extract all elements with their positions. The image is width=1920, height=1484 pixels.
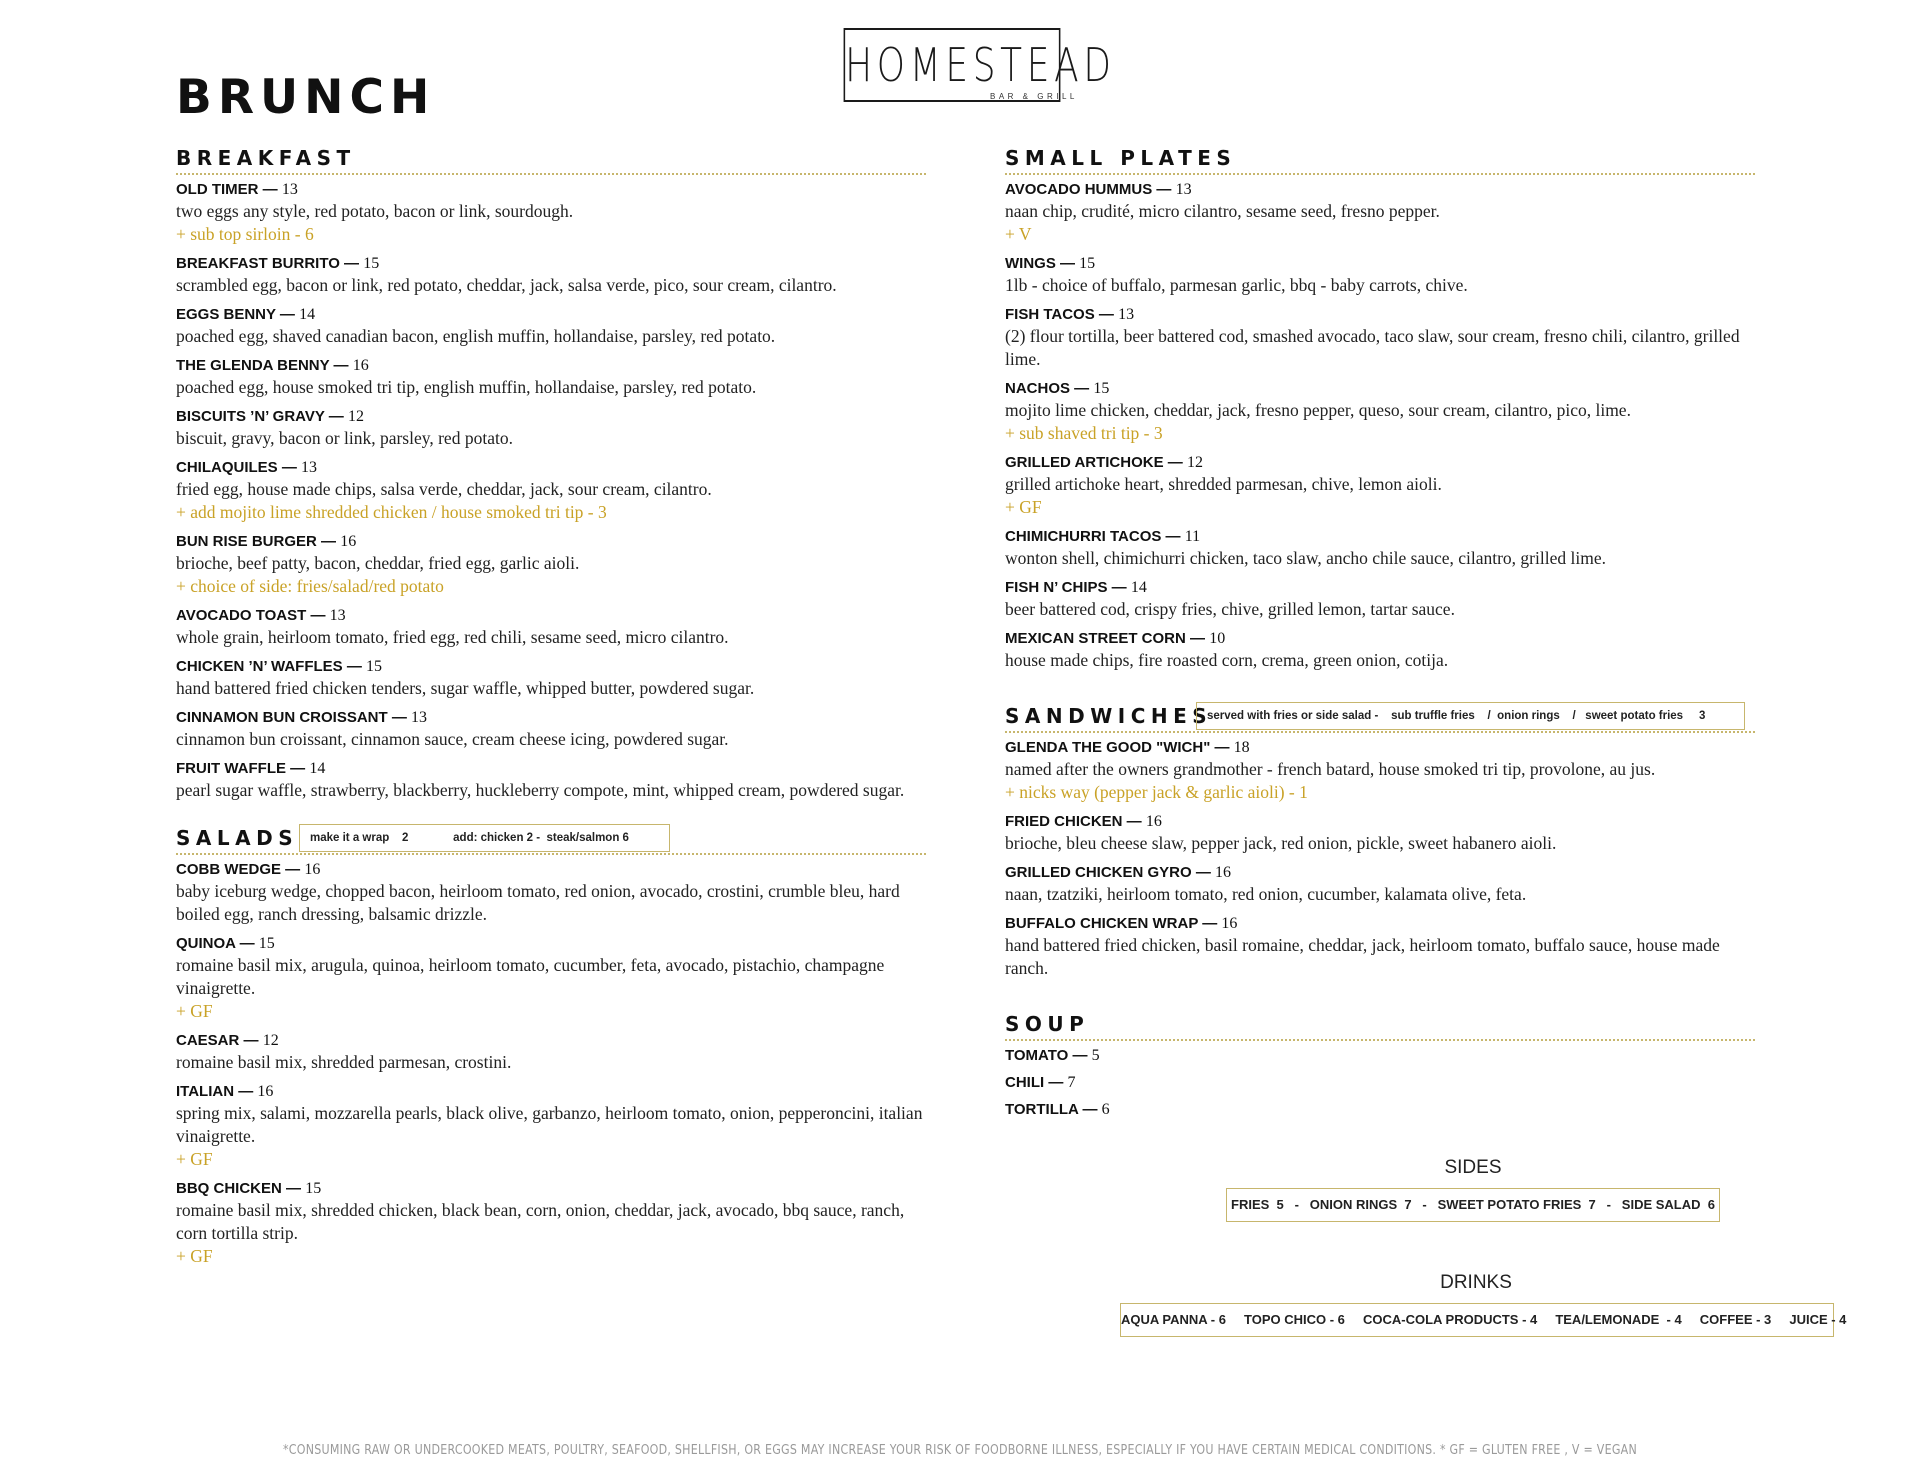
menu-item-description: romaine basil mix, shredded parmesan, crostini. xyxy=(176,1052,512,1072)
menu-item-name xyxy=(176,532,926,552)
menu-item-name xyxy=(176,934,926,954)
menu-item-description: brioche, bleu cheese slaw, pepper jack, red onion, pickle, sweet habanero aioli. xyxy=(1005,833,1557,853)
section-divider xyxy=(1005,1039,1755,1041)
drinks-title: DRINKS xyxy=(1440,1272,1512,1293)
menu-item xyxy=(1005,629,1755,672)
salads-note-box: make it a wrap 2 add: chicken 2 - steak/salmon 6 xyxy=(299,824,670,852)
menu-item-price: 16 xyxy=(340,533,357,550)
menu-item-title: NACHOS — xyxy=(1005,380,1090,397)
menu-item-name xyxy=(176,860,926,880)
breakfast-list xyxy=(176,180,926,802)
menu-item xyxy=(1005,812,1755,855)
menu-item-price: 14 xyxy=(299,306,316,323)
menu-item-description: house made chips, fire roasted corn, crema, green onion, cotija. xyxy=(1005,650,1449,670)
menu-item-price: 13 xyxy=(281,181,298,198)
menu-item-name xyxy=(176,458,926,478)
menu-item xyxy=(176,305,926,348)
menu-item-description: hand battered fried chicken, basil romaine, cheddar, jack, heirloom tomato, buffalo sauce, house made ranch. xyxy=(1005,935,1720,978)
menu-item-name xyxy=(1005,453,1755,473)
menu-item-description: beer battered cod, crispy fries, chive, grilled lemon, tartar sauce. xyxy=(1005,599,1455,619)
menu-item-title: BISCUITS ’N’ GRAVY — xyxy=(176,408,344,425)
menu-item-price: 12 xyxy=(347,408,364,425)
menu-item-price: 16 xyxy=(257,1083,274,1100)
menu-item xyxy=(1005,180,1755,246)
menu-item-name xyxy=(1005,180,1755,200)
menu-item-title: FISH N’ CHIPS — xyxy=(1005,579,1127,596)
menu-item-description: romaine basil mix, arugula, quinoa, heirloom tomato, cucumber, feta, avocado, pistachio, champagne vinaigrette. xyxy=(176,955,885,998)
menu-item-name xyxy=(176,708,926,728)
menu-item xyxy=(1005,254,1755,297)
menu-item-addon: + choice of side: fries/salad/red potato xyxy=(176,576,444,596)
menu-item-name xyxy=(1005,629,1755,649)
menu-item-name xyxy=(176,1082,926,1102)
menu-item-price: 16 xyxy=(304,861,321,878)
menu-item-description: fried egg, house made chips, salsa verde, cheddar, jack, sour cream, cilantro. xyxy=(176,479,712,499)
menu-item-addon: + GF xyxy=(176,1246,213,1266)
page-title: BRUNCH xyxy=(176,70,436,125)
section-title-soup: SOUP xyxy=(1005,1012,1090,1036)
menu-item xyxy=(1005,914,1755,980)
menu-item xyxy=(1005,738,1755,804)
menu-item-description: scrambled egg, bacon or link, red potato, cheddar, jack, salsa verde, pico, sour cream, cilantro. xyxy=(176,275,837,295)
menu-item-title: FISH TACOS — xyxy=(1005,306,1114,323)
brand-logo-subtitle: BAR & GRILL xyxy=(990,92,1078,101)
menu-item-name xyxy=(176,1031,926,1051)
menu-item-description: naan chip, crudité, micro cilantro, sesame seed, fresno pepper. xyxy=(1005,201,1440,221)
menu-item-addon: + sub top sirloin - 6 xyxy=(176,224,314,244)
menu-item-name xyxy=(1005,812,1755,832)
menu-item-price: 18 xyxy=(1233,739,1250,756)
menu-item-title: BUN RISE BURGER — xyxy=(176,533,337,550)
menu-item xyxy=(176,759,926,802)
menu-item-description: poached egg, shaved canadian bacon, english muffin, hollandaise, parsley, red potato. xyxy=(176,326,776,346)
menu-item xyxy=(176,606,926,649)
menu-item-description: naan, tzatziki, heirloom tomato, red onion, cucumber, kalamata olive, feta. xyxy=(1005,884,1527,904)
menu-item-title: GLENDA THE GOOD "WICH" — xyxy=(1005,739,1230,756)
menu-item-price: 16 xyxy=(1215,864,1232,881)
menu-item xyxy=(176,1179,926,1268)
menu-item-description: (2) flour tortilla, beer battered cod, smashed avocado, taco slaw, sour cream, fresno chili, cilantro, grilled lime. xyxy=(1005,326,1740,369)
menu-item-name xyxy=(176,305,926,325)
menu-item-title: OLD TIMER — xyxy=(176,181,278,198)
menu-item-description: biscuit, gravy, bacon or link, parsley, red potato. xyxy=(176,428,513,448)
menu-item-description: romaine basil mix, shredded chicken, black bean, corn, onion, cheddar, jack, avocado, bbq sauce, ranch, corn tortilla strip. xyxy=(176,1200,905,1243)
menu-item-price: 15 xyxy=(1093,380,1110,397)
menu-item-price: 15 xyxy=(258,935,275,952)
menu-item xyxy=(176,407,926,450)
menu-item-name xyxy=(1005,305,1755,325)
menu-item-name xyxy=(176,254,926,274)
menu-item-price: 15 xyxy=(305,1180,322,1197)
menu-item-title: MEXICAN STREET CORN — xyxy=(1005,630,1206,647)
menu-item-name xyxy=(176,356,926,376)
menu-item-price: 15 xyxy=(366,658,383,675)
menu-item-addon: + GF xyxy=(1005,497,1042,517)
menu-item-name xyxy=(1005,1073,1755,1093)
sides-title: SIDES xyxy=(1444,1157,1502,1178)
menu-item-title: FRIED CHICKEN — xyxy=(1005,813,1142,830)
section-header-salads xyxy=(176,824,926,852)
section-title-small-plates: SMALL PLATES xyxy=(1005,146,1237,170)
section-divider xyxy=(176,173,926,175)
menu-item-price: 13 xyxy=(1175,181,1192,198)
menu-item xyxy=(176,860,926,926)
menu-item-price: 13 xyxy=(329,607,346,624)
menu-item-addon: + V xyxy=(1005,224,1032,244)
menu-item xyxy=(1005,527,1755,570)
menu-item-title: QUINOA — xyxy=(176,935,255,952)
menu-item-name xyxy=(176,606,926,626)
menu-item-description: 1lb - choice of buffalo, parmesan garlic, bbq - baby carrots, chive. xyxy=(1005,275,1468,295)
menu-item xyxy=(176,708,926,751)
menu-item xyxy=(1005,863,1755,906)
menu-item-description: spring mix, salami, mozzarella pearls, black olive, garbanzo, heirloom tomato, onion, pepperoncini, italian vinaigrette. xyxy=(176,1103,923,1146)
sandwiches-list xyxy=(1005,738,1755,980)
menu-item-price: 10 xyxy=(1209,630,1226,647)
section-divider xyxy=(1005,731,1755,733)
menu-item-price: 11 xyxy=(1184,528,1201,545)
menu-item-title: THE GLENDA BENNY — xyxy=(176,357,349,374)
menu-item xyxy=(1005,453,1755,519)
left-column xyxy=(176,144,926,1276)
menu-item-description: named after the owners grandmother - french batard, house smoked tri tip, provolone, au jus. xyxy=(1005,759,1656,779)
menu-item-price: 6 xyxy=(1101,1101,1110,1118)
menu-item xyxy=(176,1031,926,1074)
menu-item-description: two eggs any style, red potato, bacon or link, sourdough. xyxy=(176,201,574,221)
menu-item-name xyxy=(1005,578,1755,598)
menu-item-title: EGGS BENNY — xyxy=(176,306,295,323)
menu-item-price: 16 xyxy=(1145,813,1162,830)
menu-item-price: 14 xyxy=(1130,579,1147,596)
small-plates-list xyxy=(1005,180,1755,672)
menu-item xyxy=(176,657,926,700)
menu-item-title: AVOCADO TOAST — xyxy=(176,607,326,624)
brand-logo: HOMESTEAD xyxy=(844,28,1061,102)
right-column xyxy=(1005,144,1755,1127)
menu-item-title: CHILI — xyxy=(1005,1074,1064,1091)
soup-list xyxy=(1005,1046,1755,1120)
menu-item-title: AVOCADO HUMMUS — xyxy=(1005,181,1172,198)
menu-item-addon: + sub shaved tri tip - 3 xyxy=(1005,423,1163,443)
menu-item-name xyxy=(1005,863,1755,883)
menu-item-title: WINGS — xyxy=(1005,255,1075,272)
menu-item-title: ITALIAN — xyxy=(176,1083,254,1100)
menu-item-price: 15 xyxy=(1079,255,1096,272)
menu-item xyxy=(1005,578,1755,621)
menu-item-addon: + add mojito lime shredded chicken / house smoked tri tip - 3 xyxy=(176,502,607,522)
menu-item-title: CHIMICHURRI TACOS — xyxy=(1005,528,1181,545)
menu-item-title: CHILAQUILES — xyxy=(176,459,297,476)
menu-item-price: 13 xyxy=(411,709,428,726)
menu-item xyxy=(176,180,926,246)
menu-item-name xyxy=(176,180,926,200)
section-header-small-plates xyxy=(1005,144,1755,172)
menu-item-description: wonton shell, chimichurri chicken, taco slaw, ancho chile sauce, cilantro, grilled lime. xyxy=(1005,548,1606,568)
menu-item xyxy=(176,254,926,297)
menu-item-title: BUFFALO CHICKEN WRAP — xyxy=(1005,915,1218,932)
menu-item-price: 13 xyxy=(301,459,318,476)
menu-item-title: TORTILLA — xyxy=(1005,1101,1098,1118)
menu-item-description: pearl sugar waffle, strawberry, blackberry, huckleberry compote, mint, whipped cream, powdered sugar. xyxy=(176,780,905,800)
menu-item xyxy=(176,458,926,524)
menu-item-description: hand battered fried chicken tenders, sugar waffle, whipped butter, powdered sugar. xyxy=(176,678,755,698)
menu-item-title: BBQ CHICKEN — xyxy=(176,1180,302,1197)
menu-item-description: brioche, beef patty, bacon, cheddar, fried egg, garlic aioli. xyxy=(176,553,580,573)
menu-item-title: GRILLED CHICKEN GYRO — xyxy=(1005,864,1211,881)
salads-list xyxy=(176,860,926,1268)
menu-item-description: grilled artichoke heart, shredded parmesan, chive, lemon aioli. xyxy=(1005,474,1442,494)
menu-item-description: baby iceburg wedge, chopped bacon, heirloom tomato, red onion, avocado, crostini, crumble bleu, hard boiled egg, ranch dressing, balsamic drizzle. xyxy=(176,881,900,924)
section-header-breakfast xyxy=(176,144,926,172)
menu-item-name xyxy=(1005,379,1755,399)
sandwiches-note-box: served with fries or side salad - sub truffle fries / onion rings / sweet potato fries 3 xyxy=(1196,702,1745,730)
menu-item-description: mojito lime chicken, cheddar, jack, fresno pepper, queso, sour cream, cilantro, pico, lime. xyxy=(1005,400,1631,420)
menu-item-title: COBB WEDGE — xyxy=(176,861,301,878)
menu-item-title: FRUIT WAFFLE — xyxy=(176,760,306,777)
menu-item xyxy=(1005,379,1755,445)
menu-item-name xyxy=(1005,527,1755,547)
menu-item-title: CINNAMON BUN CROISSANT — xyxy=(176,709,407,726)
section-title-sandwiches: SANDWICHES xyxy=(1005,704,1213,728)
menu-item xyxy=(176,532,926,598)
section-divider xyxy=(1005,173,1755,175)
menu-item-price: 13 xyxy=(1118,306,1135,323)
menu-item-price: 14 xyxy=(309,760,326,777)
menu-item-name xyxy=(1005,1046,1755,1066)
menu-item-price: 16 xyxy=(1221,915,1238,932)
menu-item-price: 12 xyxy=(262,1032,279,1049)
section-header-soup xyxy=(1005,1010,1755,1038)
menu-item-name xyxy=(176,1179,926,1199)
menu-item-price: 5 xyxy=(1091,1047,1100,1064)
section-title-salads: SALADS xyxy=(176,826,299,850)
menu-item-title: BREAKFAST BURRITO — xyxy=(176,255,360,272)
menu-item-title: TOMATO — xyxy=(1005,1047,1088,1064)
section-header-sandwiches xyxy=(1005,702,1755,730)
menu-item-addon: + nicks way (pepper jack & garlic aioli) - 1 xyxy=(1005,782,1308,802)
menu-item-title: CHICKEN ’N’ WAFFLES — xyxy=(176,658,362,675)
menu-item-addon: + GF xyxy=(176,1001,213,1021)
menu-item xyxy=(1005,1100,1755,1120)
allergy-disclaimer: *CONSUMING RAW OR UNDERCOOKED MEATS, POULTRY, SEAFOOD, SHELLFISH, OR EGGS MAY INCREASE YOUR RISK OF FOODBORNE ILLNESS, ESPECIALLY IF YOU HAVE CERTAIN MEDICAL CONDITIONS. * GF = GLUTEN FREE , V = VEGAN xyxy=(282,1442,1637,1458)
menu-item xyxy=(176,356,926,399)
menu-item xyxy=(1005,1073,1755,1093)
menu-item-price: 16 xyxy=(352,357,369,374)
menu-item xyxy=(176,1082,926,1171)
menu-item-name xyxy=(1005,1100,1755,1120)
section-title-breakfast: BREAKFAST xyxy=(176,146,356,170)
menu-item-description: cinnamon bun croissant, cinnamon sauce, cream cheese icing, powdered sugar. xyxy=(176,729,729,749)
menu-item xyxy=(176,934,926,1023)
sides-box: FRIES 5 - ONION RINGS 7 - SWEET POTATO FRIES 7 - SIDE SALAD 6 xyxy=(1226,1188,1720,1222)
menu-item-title: GRILLED ARTICHOKE — xyxy=(1005,454,1183,471)
menu-item-price: 12 xyxy=(1186,454,1203,471)
menu-item-price: 15 xyxy=(363,255,380,272)
menu-item-price: 7 xyxy=(1067,1074,1076,1091)
menu-item-description: whole grain, heirloom tomato, fried egg, red chili, sesame seed, micro cilantro. xyxy=(176,627,729,647)
drinks-box: AQUA PANNA - 6 TOPO CHICO - 6 COCA-COLA PRODUCTS - 4 TEA/LEMONADE - 4 COFFEE - 3 JUICE - 4 xyxy=(1120,1303,1834,1337)
menu-item-name xyxy=(1005,738,1755,758)
menu-item-title: CAESAR — xyxy=(176,1032,259,1049)
menu-item-name xyxy=(176,407,926,427)
menu-item xyxy=(1005,305,1755,371)
menu-item-name xyxy=(1005,914,1755,934)
menu-item-name xyxy=(1005,254,1755,274)
section-divider xyxy=(176,853,926,855)
menu-item-name xyxy=(176,657,926,677)
menu-item-name xyxy=(176,759,926,779)
menu-item-description: poached egg, house smoked tri tip, english muffin, hollandaise, parsley, red potato. xyxy=(176,377,757,397)
menu-item xyxy=(1005,1046,1755,1066)
menu-item-addon: + GF xyxy=(176,1149,213,1169)
